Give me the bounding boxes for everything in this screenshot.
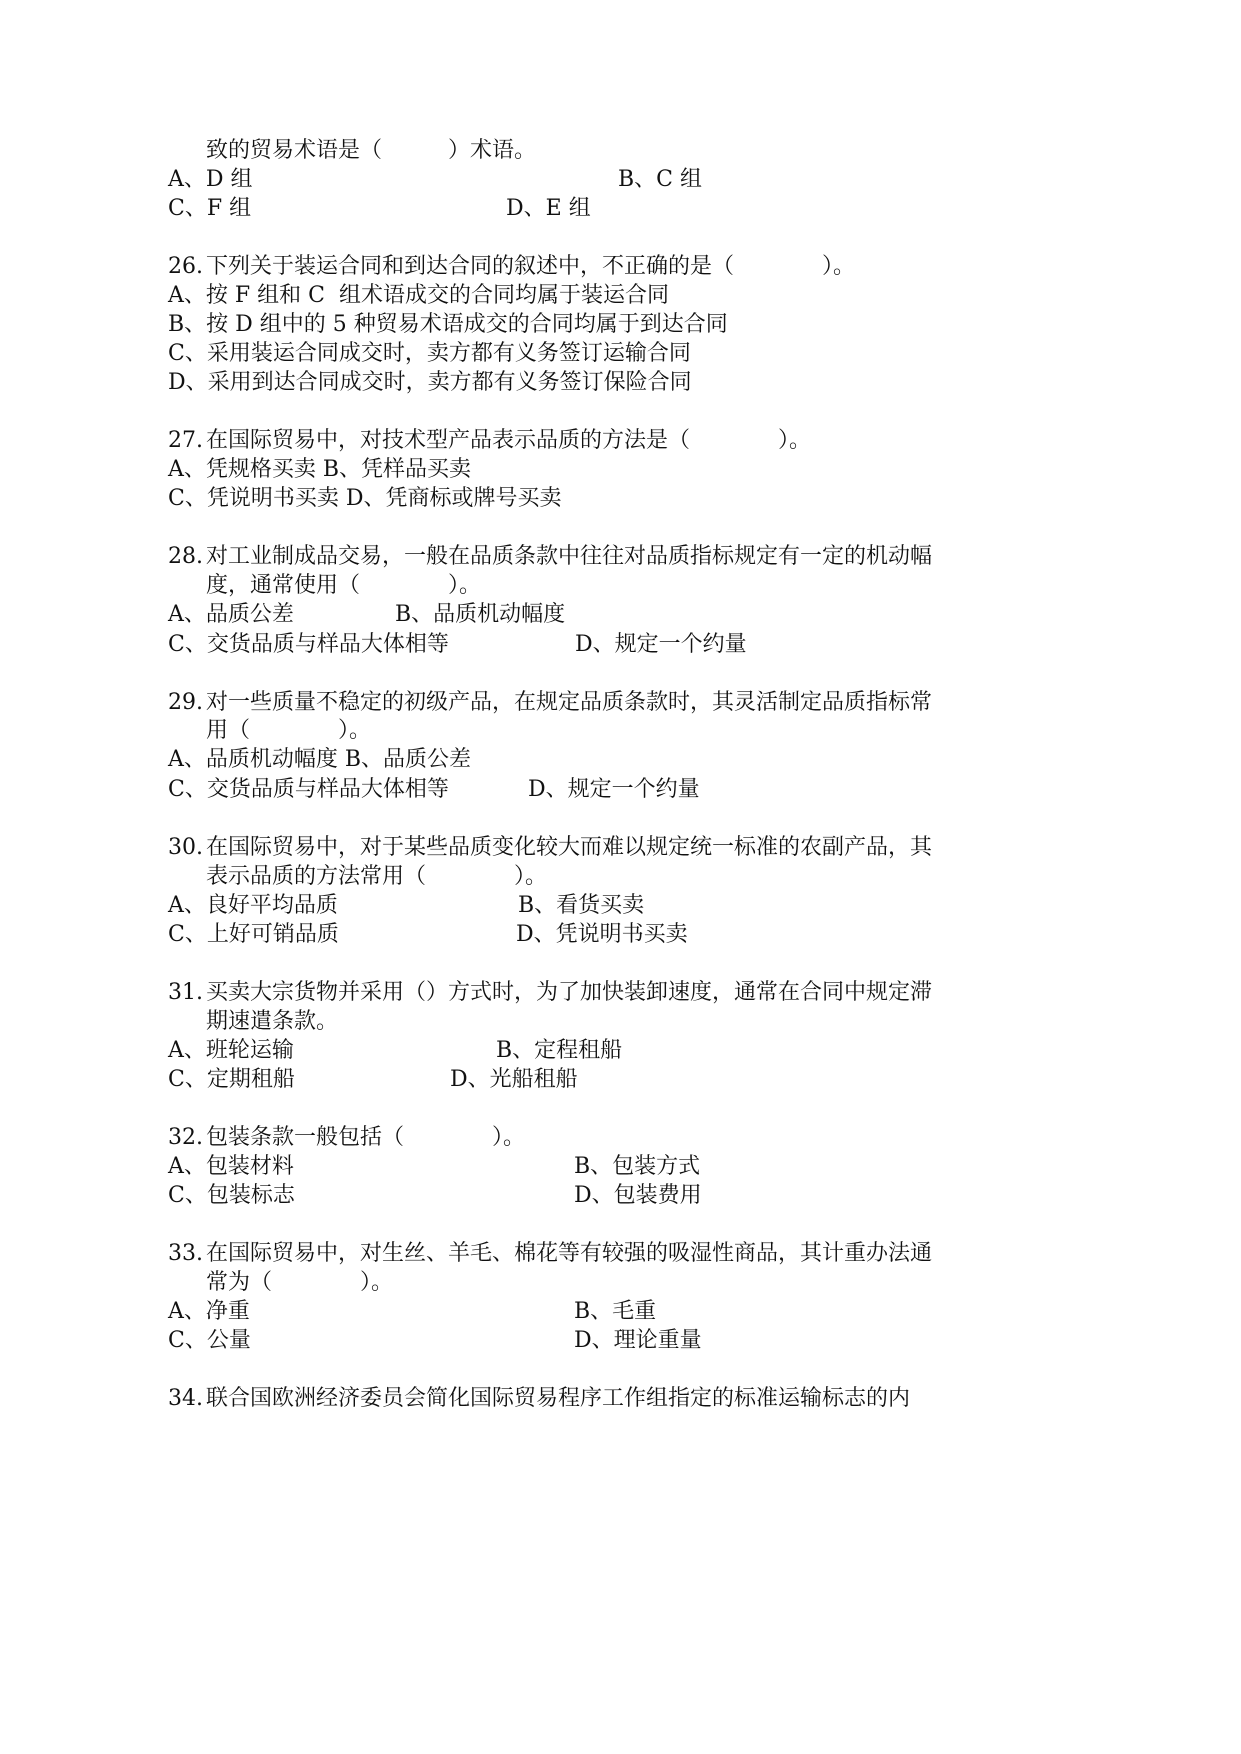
- question-number: 33.: [168, 1241, 203, 1266]
- option-d: D、采用到达合同成交时，卖方都有义务签订保险合同: [168, 370, 692, 395]
- option-c: C、交货品质与样品大体相等: [168, 777, 449, 802]
- question-number: 34.: [168, 1386, 203, 1411]
- option-d: D、理论重量: [574, 1328, 702, 1353]
- question-number: 32.: [168, 1125, 203, 1150]
- option-b: B、品质机动幅度: [395, 602, 566, 627]
- question-number: 30.: [168, 835, 203, 860]
- option-d: D、凭说明书买卖: [516, 922, 688, 947]
- question-number: 31.: [168, 980, 203, 1005]
- question-number: 29.: [168, 690, 203, 715]
- option-a: A、良好平均品质: [168, 893, 338, 918]
- question-stem-line: 在国际贸易中，对于某些品质变化较大而难以规定统一标准的农副产品，其: [206, 835, 933, 860]
- question-stem-line: 下列关于装运合同和到达合同的叙述中，不正确的是（ ）。: [206, 254, 856, 279]
- option-b: B、定程租船: [496, 1038, 623, 1063]
- question-stem-line: 期速遣条款。: [206, 1009, 339, 1034]
- question-number: 26.: [168, 254, 203, 279]
- question-stem-line: 度，通常使用（ ）。: [206, 573, 482, 598]
- option-ab: A、品质机动幅度 B、品质公差: [168, 747, 472, 772]
- option-ab: A、凭规格买卖 B、凭样品买卖: [168, 457, 472, 482]
- option-d: D、规定一个约量: [575, 632, 747, 657]
- option-c: C、包装标志: [168, 1183, 295, 1208]
- option-d: D、包装费用: [574, 1183, 702, 1208]
- option-d: D、E 组: [506, 196, 591, 221]
- option-a: A、按 F 组和 C 组术语成交的合同均属于装运合同: [168, 283, 669, 308]
- question-number: 27.: [168, 428, 203, 453]
- option-a: A、D 组: [168, 167, 253, 192]
- option-a: A、包装材料: [168, 1154, 294, 1179]
- option-c: C、上好可销品质: [168, 922, 339, 947]
- question-number: 28.: [168, 544, 203, 569]
- question-stem-line: 在国际贸易中，对生丝、羊毛、棉花等有较强的吸湿性商品，其计重办法通: [206, 1241, 933, 1266]
- option-b: B、C 组: [618, 167, 702, 192]
- question-stem-line: 常为（ ）。: [206, 1270, 394, 1295]
- option-a: A、净重: [168, 1299, 250, 1324]
- option-c: C、F 组: [168, 196, 252, 221]
- question-stem-line: 表示品质的方法常用（ ）。: [206, 864, 548, 889]
- option-c: C、定期租船: [168, 1067, 295, 1092]
- option-cd: C、凭说明书买卖 D、凭商标或牌号买卖: [168, 486, 562, 511]
- question-stem-line: 对一些质量不稳定的初级产品，在规定品质条款时，其灵活制定品质指标常: [206, 690, 933, 715]
- option-b: B、按 D 组中的 5 种贸易术语成交的合同均属于到达合同: [168, 312, 728, 337]
- question-stem-line: 在国际贸易中，对技术型产品表示品质的方法是（ ）。: [206, 428, 812, 453]
- option-d: D、光船租船: [450, 1067, 578, 1092]
- question-stem-line: 联合国欧洲经济委员会简化国际贸易程序工作组指定的标准运输标志的内: [206, 1386, 911, 1411]
- option-a: A、品质公差: [168, 602, 294, 627]
- option-b: B、看货买卖: [518, 893, 645, 918]
- option-b: B、毛重: [574, 1299, 657, 1324]
- option-c: C、交货品质与样品大体相等: [168, 632, 449, 657]
- question-stem-line: 用（ ）。: [206, 718, 372, 743]
- option-b: B、包装方式: [574, 1154, 701, 1179]
- question-stem-line: 包装条款一般包括（ ）。: [206, 1125, 526, 1150]
- option-c: C、采用装运合同成交时，卖方都有义务签订运输合同: [168, 341, 691, 366]
- option-d: D、规定一个约量: [528, 777, 700, 802]
- option-c: C、公量: [168, 1328, 251, 1353]
- question-stem-line: 买卖大宗货物并采用（）方式时，为了加快装卸速度，通常在合同中规定滞: [206, 980, 933, 1005]
- question-stem-line: 对工业制成品交易，一般在品质条款中往往对品质指标规定有一定的机动幅: [206, 544, 933, 569]
- question-stem-line: 致的贸易术语是（ ）术语。: [206, 138, 537, 163]
- option-a: A、班轮运输: [168, 1038, 294, 1063]
